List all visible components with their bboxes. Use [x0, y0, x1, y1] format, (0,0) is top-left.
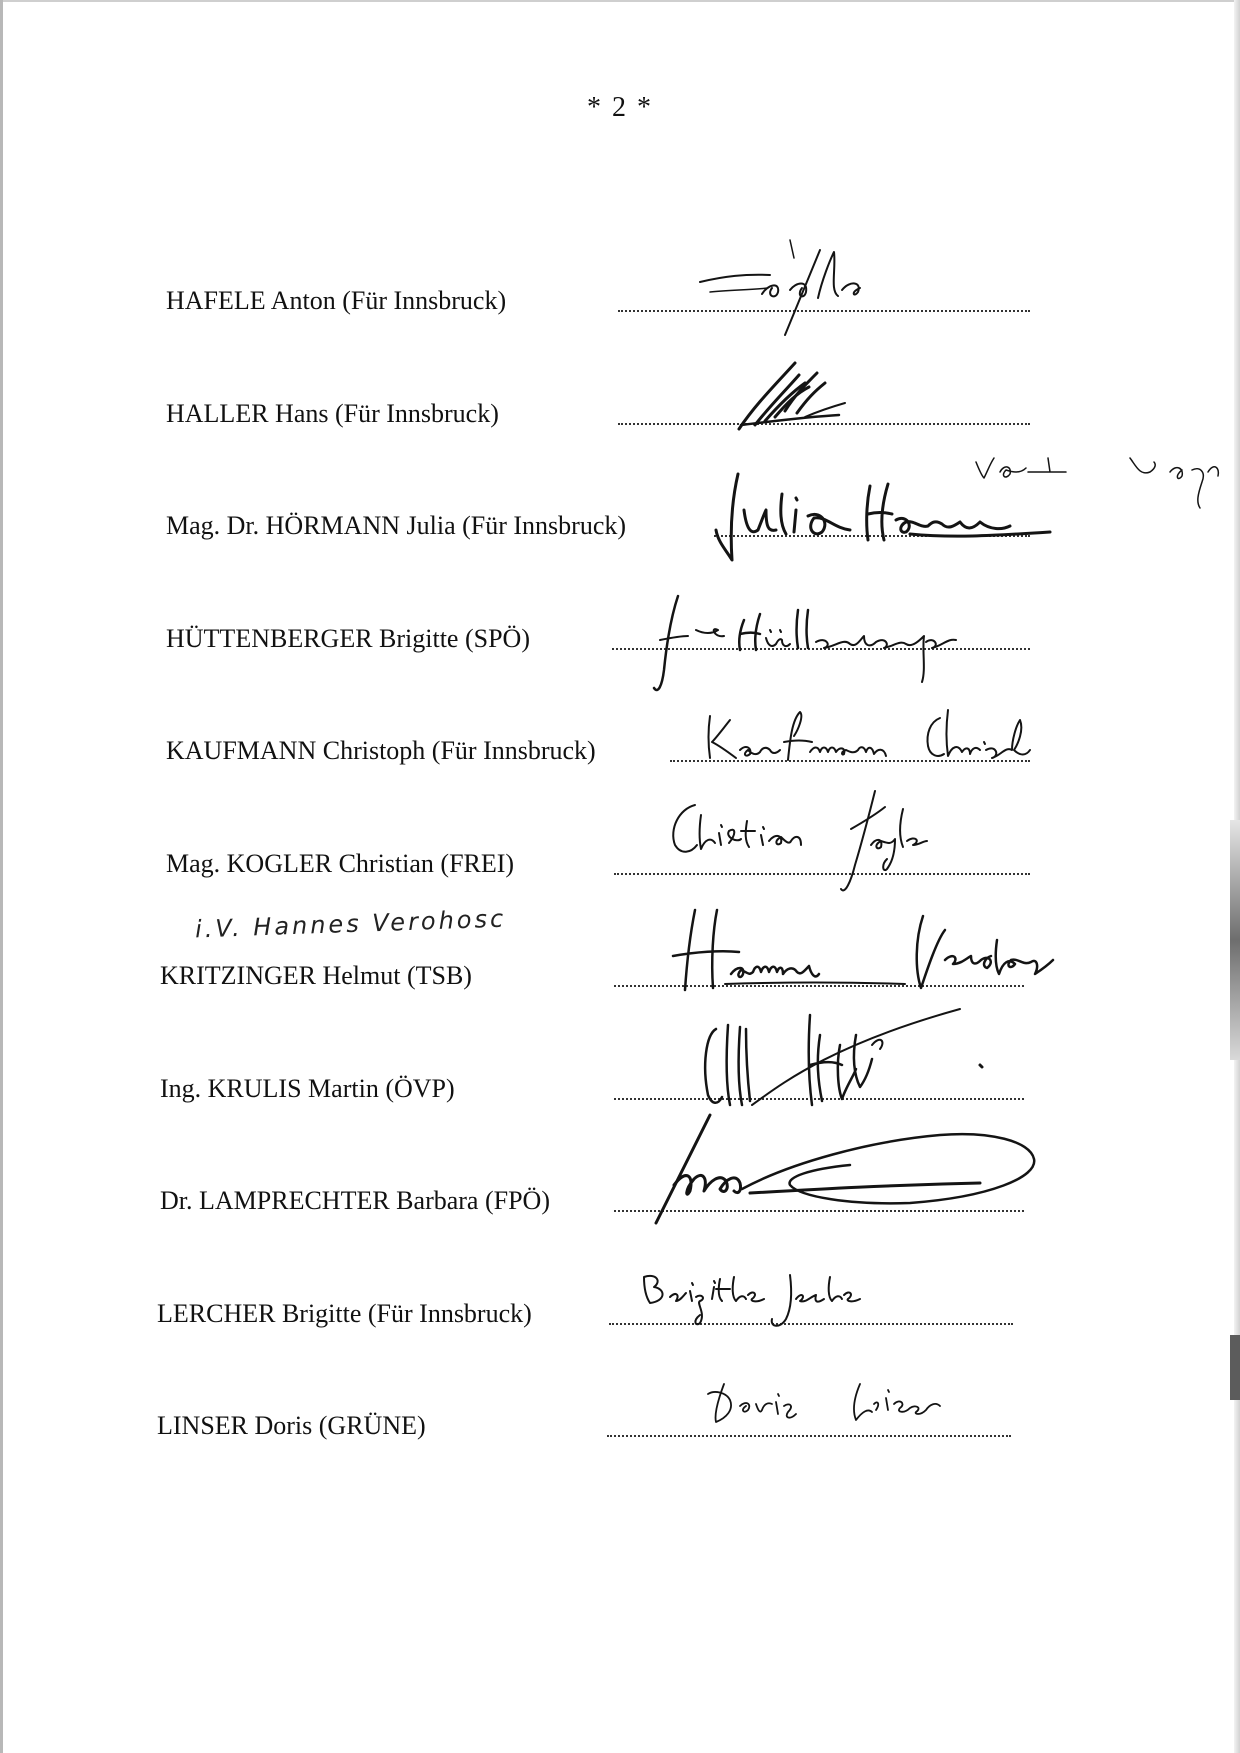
signature-row	[166, 393, 1066, 433]
signature-image	[630, 1265, 930, 1345]
page-number: * 2 *	[587, 92, 653, 123]
signatory-name: HÜTTENBERGER Brigitte (SPÖ)	[166, 624, 530, 653]
signatory-name: Dr. LAMPRECHTER Barbara (FPÖ)	[160, 1186, 550, 1215]
signature-image	[655, 785, 975, 905]
scan-edge-top	[0, 0, 1240, 2]
signatory-name: LINSER Doris (GRÜNE)	[157, 1411, 426, 1440]
margin-note-vorsitz	[970, 442, 1230, 512]
signature-row	[166, 280, 1066, 320]
signatory-name: HALLER Hans (Für Innsbruck)	[166, 399, 499, 428]
signature-image	[690, 230, 910, 340]
signature-image	[665, 900, 1085, 1000]
signatory-name: KAUFMANN Christoph (Für Innsbruck)	[166, 736, 596, 765]
signatory-name: LERCHER Brigitte (Für Innsbruck)	[157, 1299, 532, 1328]
scan-edge-mark	[1230, 820, 1240, 1060]
proxy-note: i.V. Hannes Verohosc	[194, 904, 507, 944]
signatory-name: Mag. Dr. HÖRMANN Julia (Für Innsbruck)	[166, 511, 627, 540]
signatory-name: Mag. KOGLER Christian (FREI)	[166, 849, 515, 878]
signatory-name: Ing. KRULIS Martin (ÖVP)	[160, 1074, 455, 1103]
scan-edge-mark	[1230, 1335, 1240, 1400]
scan-edge-left	[0, 0, 3, 1753]
signatory-name: KRITZINGER Helmut (TSB)	[160, 961, 472, 990]
signature-image	[640, 590, 1010, 700]
signature-image	[700, 1370, 1020, 1450]
signatory-name: HAFELE Anton (Für Innsbruck)	[166, 286, 507, 315]
signature-image	[735, 355, 855, 435]
signature-image	[650, 1065, 1060, 1235]
signature-image	[700, 700, 1080, 780]
